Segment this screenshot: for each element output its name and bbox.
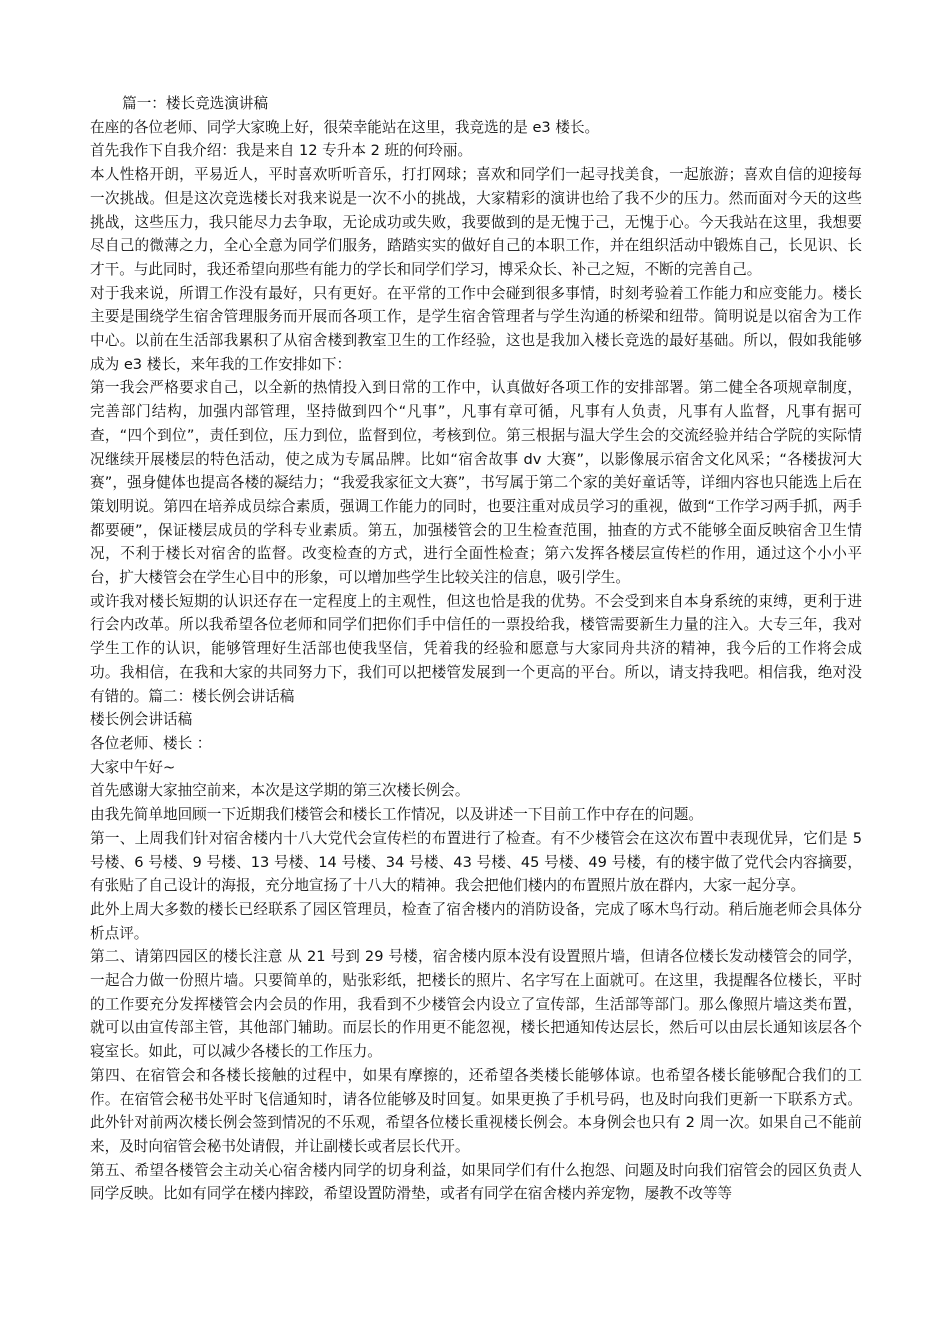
paragraph: 本人性格开朗，平易近人，平时喜欢听听音乐，打打网球；喜欢和同学们一起寻找美食，一起旅游；喜欢自信的迎接每一次挑战。但是这次竞选楼长对我来说是一次不小的挑战，大家精彩的演讲也给了我不少的压力。然而面对今天的这些挑战，这些压力，我只能尽力去争取，无论成功或失败，我要做到的是无愧于己，无愧于心。今天我站在这里，我想要尽自己的微薄之力，全心全意为同学们服务，踏踏实实的做好自己的本职工作，并在组织活动中锻炼自己，长见识、长才干。与此同时，我还希望向那些有能力的学长和同学们学习，博采众长、补己之短，不断的完善自己。 — [90, 166, 862, 278]
paragraph: 首先感谢大家抽空前来，本次是这学期的第三次楼长例会。 — [90, 782, 470, 800]
greeting: 大家中午好~ — [90, 758, 176, 776]
section-title-1: 篇一：楼长竞选演讲稿 — [122, 95, 269, 112]
paragraph: 第四、在宿管会和各楼长接触的过程中，如果有摩擦的，还希望各类楼长能够体谅。也希望各楼长能够配合我们的工作。在宿管会秘书处平时飞信通知时，请各位能够及时回复。如果更换了手机号码，也及时向我们更新一下联系方式。此外针对前两次楼长例会签到情况的不乐观，希望各位楼长重视楼长例会。本身例会也只有 2 周一次。如果自己不能前来，及时向宿管会秘书处请假，并让副楼长或者层长代开。 — [90, 1066, 862, 1155]
paragraph: 第五、希望各楼管会主动关心宿舍楼内同学的切身利益，如果同学们有什么抱怨、问题及时向我们宿管会的园区负责人同学反映。比如有同学在楼内摔跤，希望设置防滑垫，或者有同学在宿舍楼内养宠物，屡教不改等等 — [90, 1161, 862, 1203]
paragraph: 由我先简单地回顾一下近期我们楼管会和楼长工作情况，以及讲述一下目前工作中存在的问题。 — [90, 806, 703, 824]
section-title-2: 楼长例会讲话稿 — [90, 711, 193, 729]
paragraph: 或许我对楼长短期的认识还存在一定程度上的主观性，但这也恰是我的优势。不会受到来自本身系统的束缚，更利于进行会内改革。所以我希望各位老师和同学们把你们手中信任的一票投给我，楼管需要新生力量的注入。大专三年，我对学生工作的认识，能够管理好生活部也使我坚信，凭着我的经验和愿意与大家同舟共济的精神，我今后的工作将会成功。我相信，在我和大家的共同努力下，我们可以把楼管发展到一个更高的平台。所以，请支持我吧。相信我，绝对没有错的。篇二：楼长例会讲话稿 — [90, 592, 862, 705]
salutation: 各位老师、楼长 ： — [90, 734, 212, 752]
document-body — [90, 92, 862, 1206]
paragraph: 对于我来说，所谓工作没有最好，只有更好。在平常的工作中会碰到很多事情，时刻考验着工作能力和应变能力。楼长主要是围绕学生宿舍管理服务而开展而各项工作，是学生宿舍管理者与学生沟通的桥梁和纽带。简明说是以宿舍为工作中心。以前在生活部我累积了从宿舍楼到教室卫生的工作经验，这也是我加入楼长竞选的最好基础。所以，假如我能够成为 e3 楼长，来年我的工作安排如下： — [90, 284, 862, 373]
paragraph: 在座的各位老师、同学大家晚上好，很荣幸能站在这里，我竞选的是 e3 楼长。 — [90, 118, 600, 136]
paragraph: 第一、上周我们针对宿舍楼内十八大党代会宣传栏的布置进行了检查。有不少楼管会在这次布置中表现优异，它们是 5 号楼、6 号楼、9 号楼、13 号楼、14 号楼、34 号楼、43 号楼、45 号楼、49 号楼，有的楼宇做了党代会内容摘要，有张贴了自己设计的海报，充分地宣扬了十八大的精神。我会把他们楼内的布置照片放在群内，大家一起分享。 — [90, 829, 862, 895]
paragraph: 首先我作下自我介绍：我是来自 12 专升本 2 班的何玲丽。 — [90, 142, 473, 160]
paragraph: 此外上周大多数的楼长已经联系了园区管理员，检查了宿舍楼内的消防设备，完成了啄木鸟行动。稍后施老师会具体分析点评。 — [90, 900, 862, 942]
paragraph: 第一我会严格要求自己，以全新的热情投入到日常的工作中，认真做好各项工作的安排部署。第二健全各项规章制度，完善部门结构，加强内部管理，坚持做到四个“凡事”，凡事有章可循，凡事有人负责，凡事有人监督，凡事有据可查，“四个到位”，责任到位，压力到位，监督到位，考核到位。第三根据与温大学生会的交流经验并结合学院的实际情况继续开展楼层的特色活动，使之成为专属品牌。比如“宿舍故事 dv 大赛”，以影像展示宿舍文化风采；“各楼拔河大赛”，强身健体也提高各楼的凝结力；“我爱我家征文大赛”，书写属于第二个家的美好童话等，详细内容也只能选上后在策划明说。第四在培养成员综合素质，强调工作能力的同时，也要注重对成员学习的重视，做到“工作学习两手抓，两手都要硬”，保证楼层成员的学科专业素质。第五，加强楼管会的卫生检查范围，抽查的方式不能够全面反映宿舍卫生情况，不利于楼长对宿舍的监督。改变检查的方式，进行全面性检查；第六发挥各楼层宣传栏的作用，通过这个小小平台，扩大楼管会在学生心目中的形象，可以增加些学生比较关注的信息，吸引学生。 — [90, 379, 862, 587]
paragraph: 第二、请第四园区的楼长注意 从 21 号到 29 号楼，宿舍楼内原本没有设置照片墙，但请各位楼长发动楼管会的同学，一起合力做一份照片墙。只要简单的，贴张彩纸，把楼长的照片、名字写在上面就可。在这里，我提醒各位楼长，平时的工作要充分发挥楼管会内会员的作用，我看到不少楼管会内设立了宣传部，生活部等部门。那么像照片墙这类布置，就可以由宣传部主管，其他部门辅助。而层长的作用更不能忽视，楼长把通知传达层长，然后可以由层长通知该层各个寝室长。如此，可以减少各楼长的工作压力。 — [90, 948, 862, 1061]
